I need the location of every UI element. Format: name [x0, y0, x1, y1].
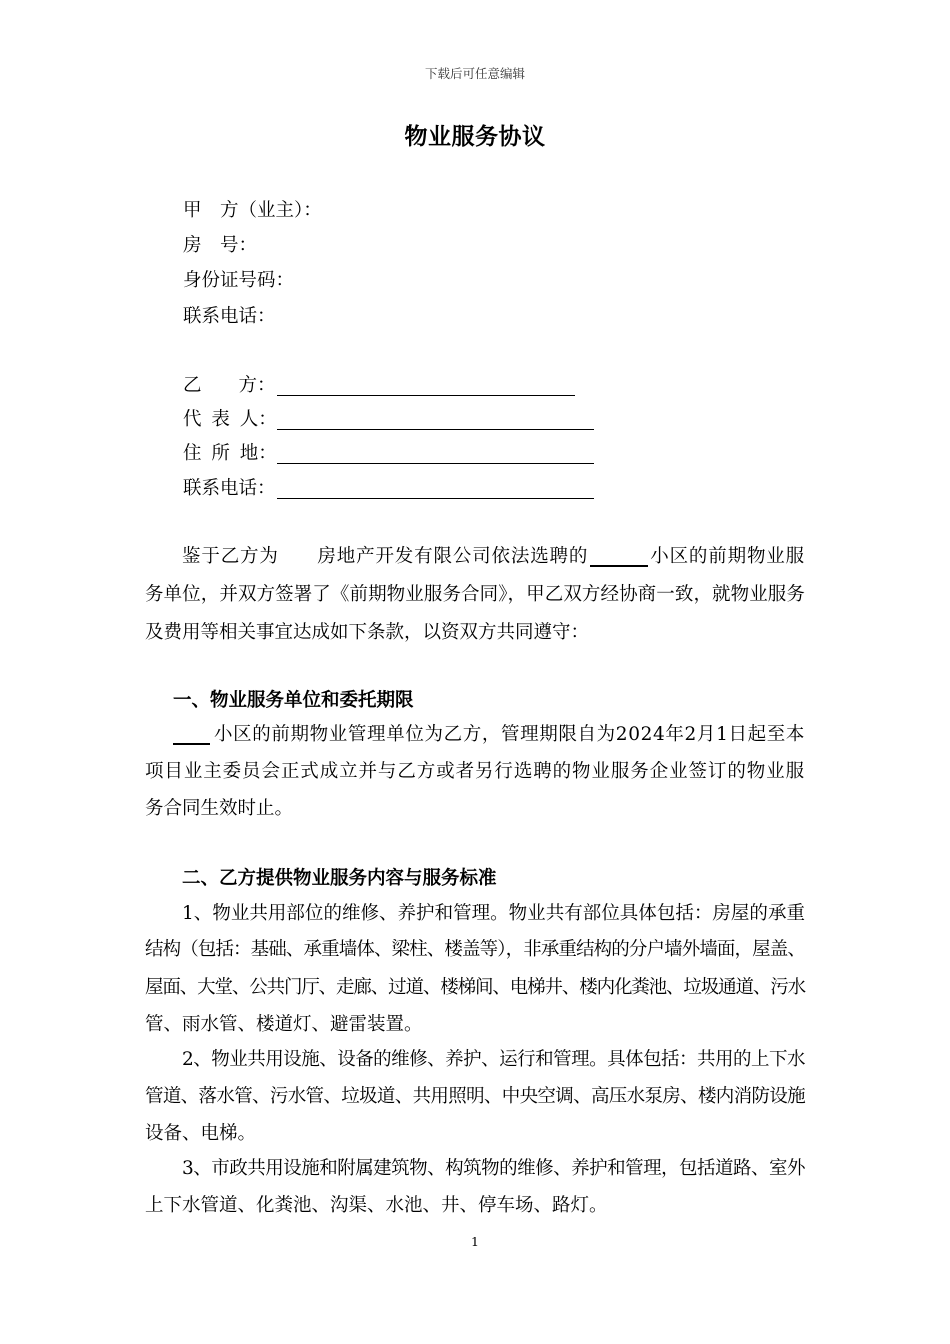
- recital-line: [145, 583, 805, 607]
- community-name-blank: [173, 723, 210, 745]
- party-b-rep-row: [183, 408, 594, 432]
- party-b-rep-label: 代 表 人：: [183, 409, 277, 430]
- section-1-line: [173, 723, 805, 747]
- party-b-phone-blank: [277, 477, 594, 499]
- document-title: 物业服务协议: [404, 124, 546, 150]
- section-2-item-2-line-last: 设备、电梯。: [145, 1123, 257, 1144]
- party-b-phone-label: 联系电话：: [183, 478, 276, 499]
- section-2-item-1-line: [182, 902, 805, 926]
- party-b-address-blank: [277, 442, 594, 464]
- party-b-address-row: [183, 442, 594, 466]
- section-1-line: [145, 760, 805, 784]
- recital-text-segment: 鉴于乙方为 房地产开发有限公司依法选聘的: [182, 546, 589, 567]
- recital-text-segment: 小区的前期物业服: [650, 546, 805, 567]
- section-2-item-2-line: [182, 1048, 805, 1072]
- section-1-text-segment: 小区的前期物业管理单位为乙方，管理期限自为2024年2月1日起至本: [214, 724, 805, 745]
- item-line-text: 1、物业共用部位的维修、养护和管理。物业共有部位具体包括：房屋的承重: [182, 903, 805, 924]
- section-1-line-text: [173, 723, 805, 747]
- header-note: 下载后可任意编辑: [424, 66, 525, 81]
- party-a-phone-label: 联系电话：: [183, 306, 276, 327]
- party-b-name-row: [183, 374, 575, 398]
- section-2-item-2-line: [145, 1085, 805, 1109]
- party-a-room-label: 房 号：: [183, 235, 258, 256]
- party-b-rep-blank: [277, 408, 594, 430]
- party-b-name-label: 乙 方：: [183, 375, 276, 396]
- section-2-item-1-line: [145, 938, 805, 962]
- party-a-name-label: 甲 方（业主）：: [183, 200, 322, 221]
- section-2-heading: 二、乙方提供物业服务内容与服务标准: [182, 868, 497, 889]
- section-2-item-1-line: [145, 976, 805, 1000]
- section-1-line-last: 务合同生效时止。: [145, 798, 294, 819]
- section-1-line-text: 项目业主委员会正式成立并与乙方或者另行选聘的物业服务企业签订的物业服: [145, 761, 805, 782]
- section-2-item-1-line-last: 管、雨水管、楼道灯、避雷装置。: [145, 1014, 423, 1035]
- community-name-blank: [590, 545, 648, 567]
- section-1-heading: 一、物业服务单位和委托期限: [173, 690, 414, 711]
- recital-line-text: [182, 545, 805, 569]
- item-line-text: 3、市政共用设施和附属建筑物、构筑物的维修、养护和管理，包括道路、室外: [182, 1158, 805, 1179]
- party-b-phone-row: [183, 477, 594, 501]
- party-a-id-label: 身份证号码：: [183, 270, 295, 291]
- item-line-text: 结构（包括：基础、承重墙体、梁柱、楼盖等），非承重结构的分户墙外墙面，屋盖、: [145, 939, 805, 960]
- recital-line-last: 及费用等相关事宜达成如下条款，以资双方共同遵守：: [145, 622, 590, 643]
- page-number: 1: [471, 1234, 479, 1249]
- item-line-text: 管道、落水管、污水管、垃圾道、共用照明、中央空调、高压水泵房、楼内消防设施: [145, 1086, 805, 1107]
- item-line-text: 2、物业共用设施、设备的维修、养护、运行和管理。具体包括：共用的上下水: [182, 1049, 805, 1070]
- section-2-item-3-line: [182, 1157, 805, 1181]
- recital-line-text: 务单位，并双方签署了《前期物业服务合同》，甲乙双方经协商一致，就物业服务: [145, 584, 805, 605]
- party-b-name-blank: [277, 374, 575, 396]
- section-2-item-3-line-last: 上下水管道、化粪池、沟渠、水池、井、停车场、路灯。: [145, 1195, 608, 1216]
- recital-line: [182, 545, 805, 569]
- party-b-address-label: 住 所 地：: [183, 443, 277, 464]
- item-line-text: 屋面、大堂、公共门厅、走廊、过道、楼梯间、电梯井、楼内化粪池、垃圾通道、污水: [145, 977, 805, 998]
